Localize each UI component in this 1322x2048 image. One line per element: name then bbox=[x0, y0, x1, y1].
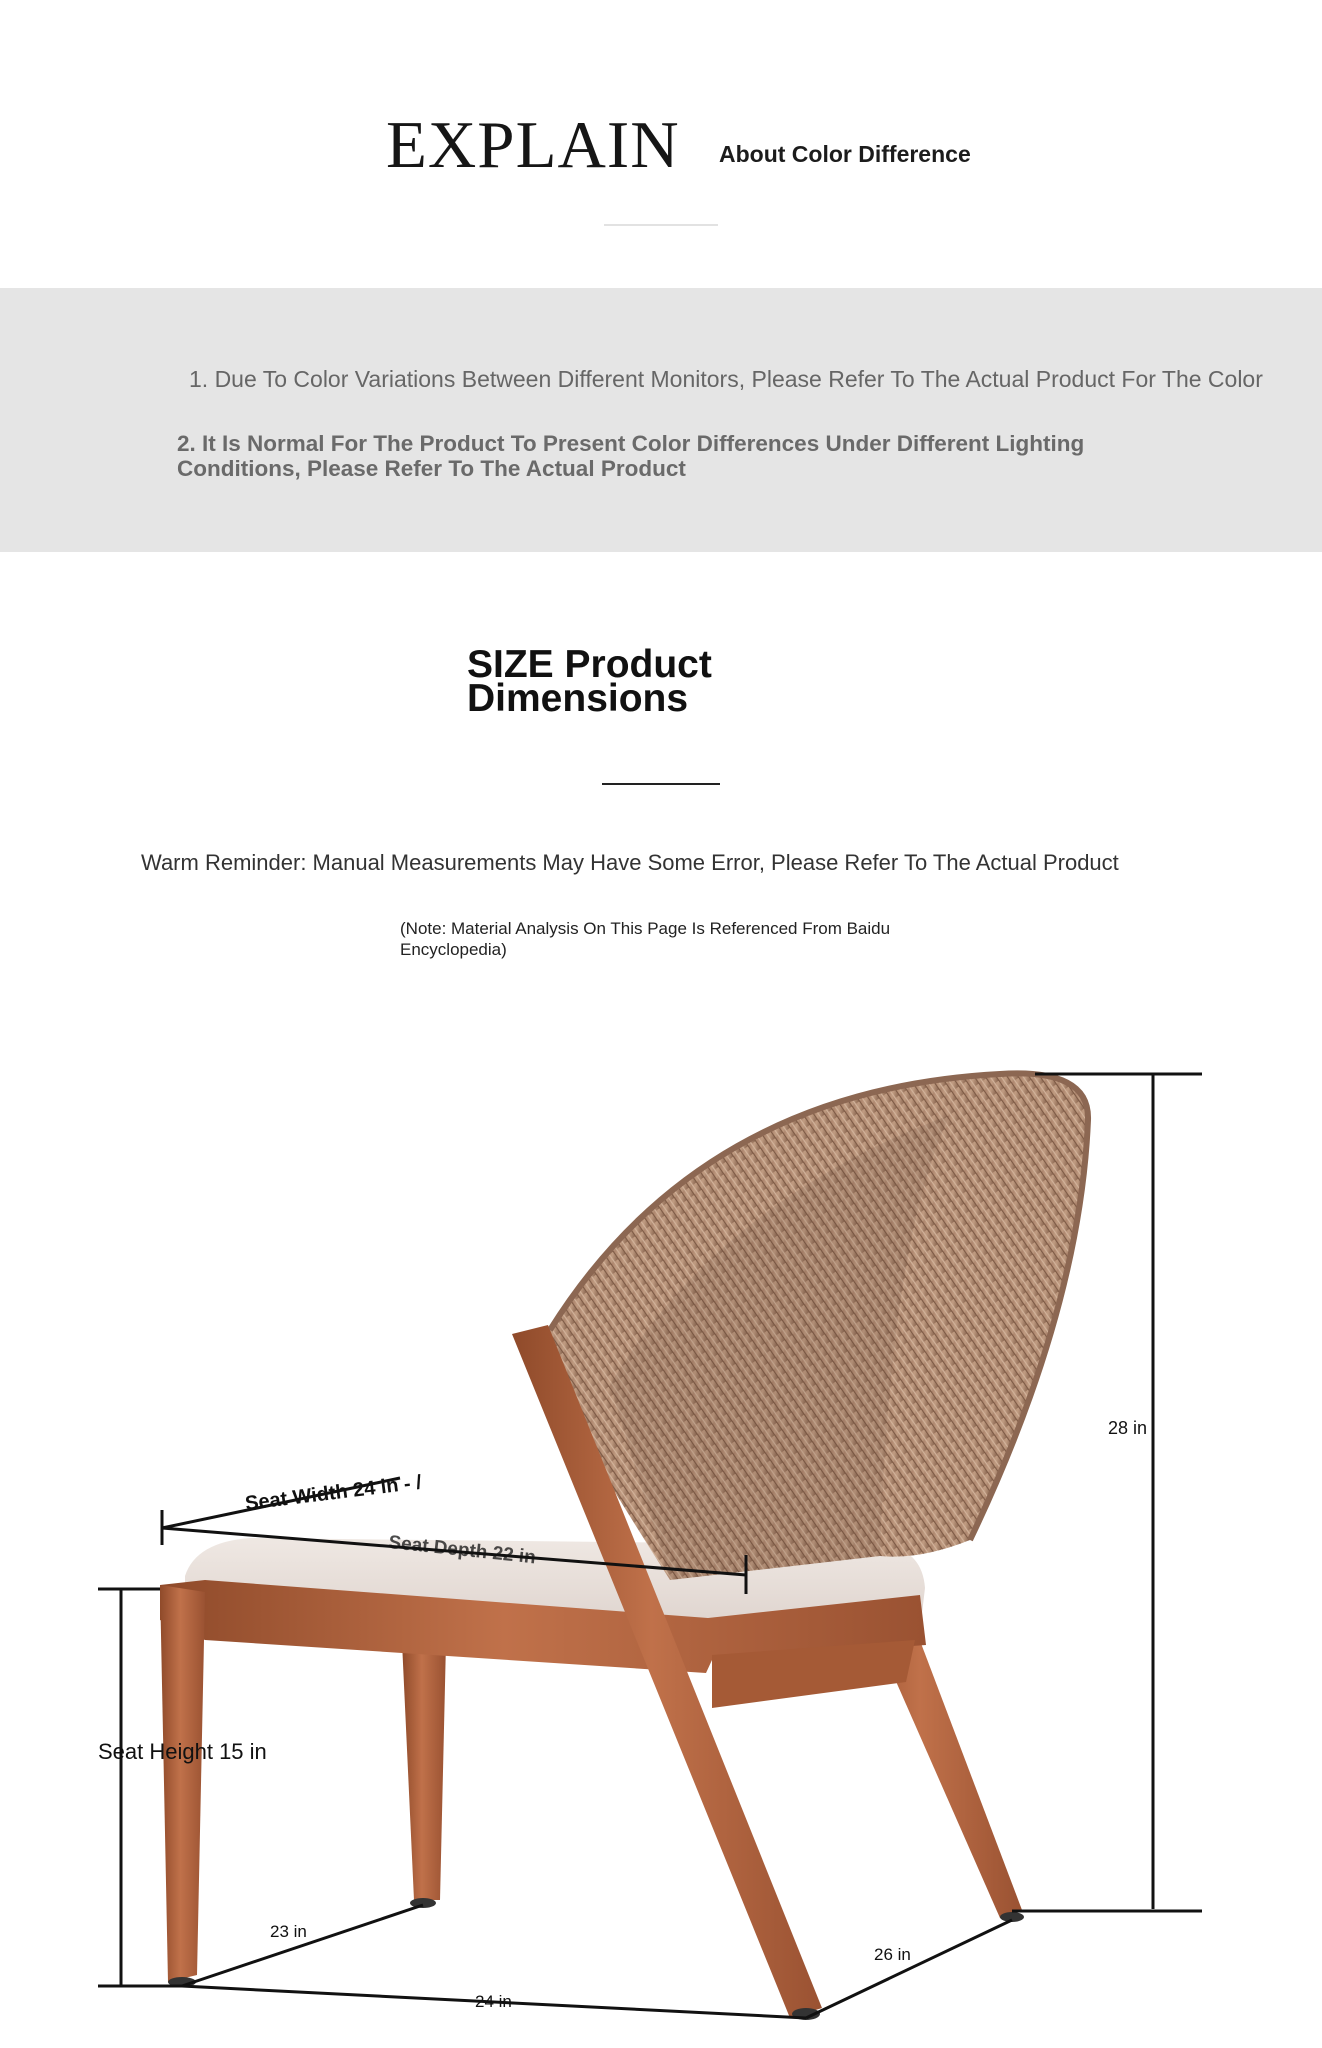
label-seat-depth: Seat Depth 22 in bbox=[387, 1532, 537, 1569]
notice-item-2: 2. It Is Normal For The Product To Present Color Differences Under Different Lighting Conditions, Please Refer To The Actual Product bbox=[177, 431, 1085, 482]
material-note: (Note: Material Analysis On This Page Is Referenced From Baidu Encyclopedia) bbox=[400, 919, 891, 959]
section-subtitle: About Color Difference bbox=[719, 141, 971, 167]
page-title: EXPLAIN bbox=[386, 108, 680, 182]
chair-backrest bbox=[550, 1073, 1088, 1580]
label-base-front: 24 in bbox=[475, 1992, 512, 2011]
label-seat-width: Seat Width 24 in - / bbox=[243, 1471, 423, 1515]
notice-item-1: 1. Due To Color Variations Between Different Monitors, Please Refer To The Actual Product For The Color bbox=[189, 366, 1263, 392]
notice-band bbox=[0, 288, 1322, 552]
label-total-height: 28 in bbox=[1108, 1418, 1148, 1438]
divider bbox=[602, 783, 720, 785]
divider bbox=[604, 224, 718, 226]
label-seat-height: Seat Height 15 in bbox=[98, 1739, 267, 1764]
label-base-right: 26 in bbox=[874, 1945, 911, 1964]
warm-reminder: Warm Reminder: Manual Measurements May Have Some Error, Please Refer To The Actual Product bbox=[141, 850, 1119, 875]
chair-dimension-figure bbox=[0, 1000, 1322, 2048]
label-base-left: 23 in bbox=[270, 1922, 307, 1941]
dimension-labels bbox=[98, 1418, 1147, 2011]
size-heading: SIZE Product Dimensions bbox=[467, 643, 712, 720]
